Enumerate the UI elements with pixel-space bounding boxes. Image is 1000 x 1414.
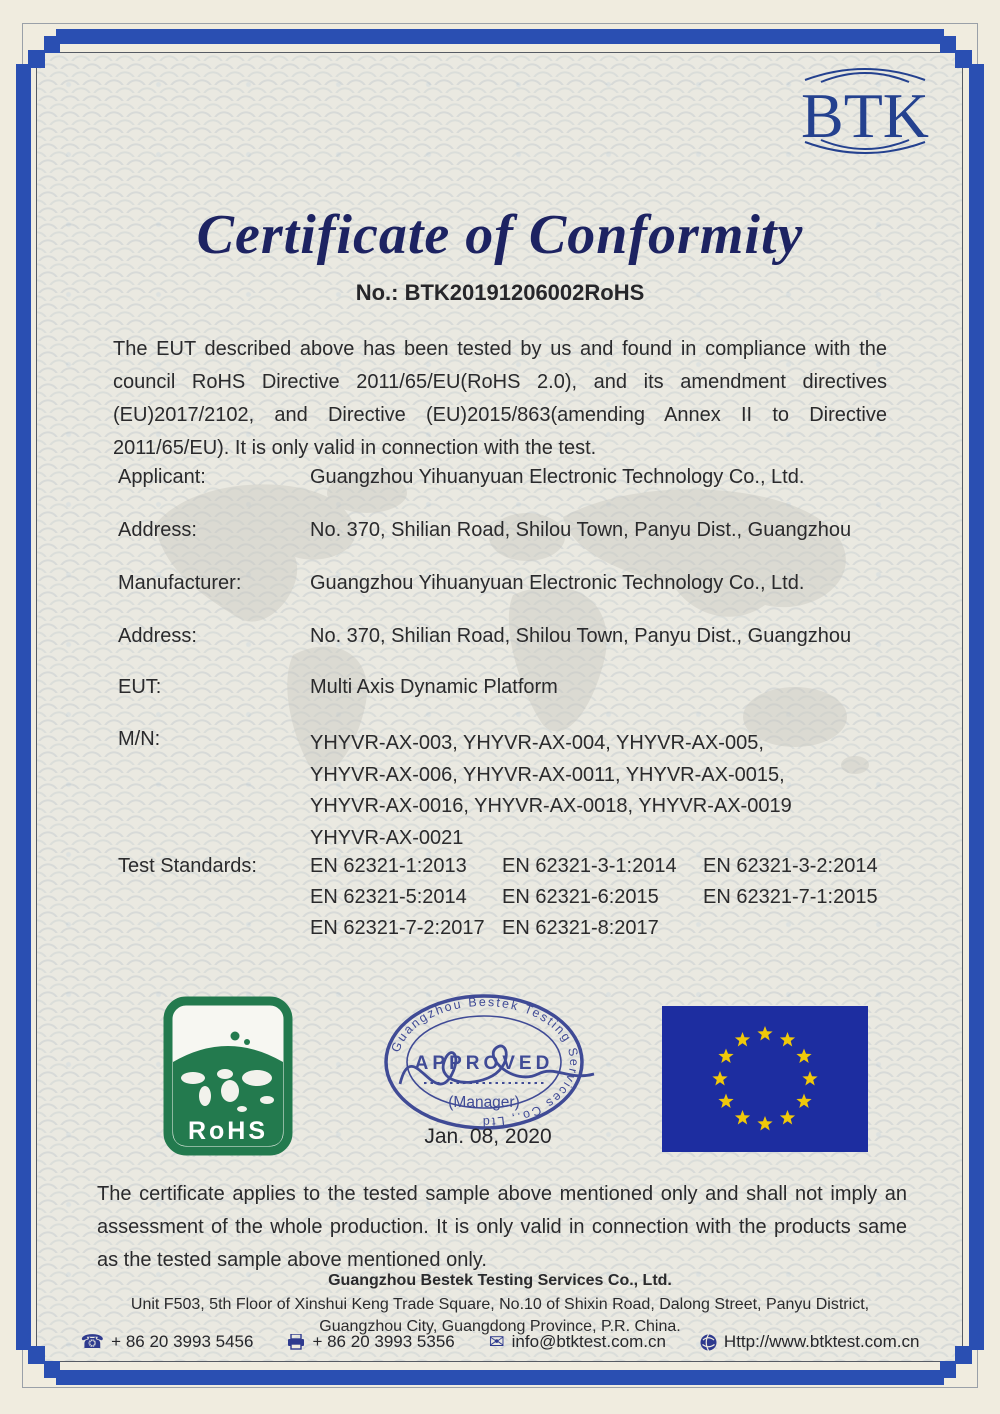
rohs-logo-label: RoHS: [187, 1117, 269, 1145]
test-standard: EN 62321-3-1:2014: [502, 855, 677, 877]
field-value: Multi Axis Dynamic Platform: [310, 676, 558, 698]
stamp-ring-text: Guangzhou Bestek Testing Services Co., Ltd: [388, 994, 582, 1130]
field-value: No. 370, Shilian Road, Shilou Town, Panyu Dist., Guangzhou: [310, 625, 852, 647]
footer-company: Guangzhou Bestek Testing Services Co., Ltd.: [328, 1272, 672, 1289]
field-label: Address:: [118, 625, 197, 647]
stamp-manager-text: (Manager): [448, 1094, 520, 1111]
fax-icon: [287, 1334, 305, 1350]
rohs-dot: [244, 1039, 250, 1045]
test-standards-label: Test Standards:: [118, 855, 257, 877]
contact-item: [81, 1332, 254, 1352]
btk-logo-text: BTK: [801, 80, 929, 151]
test-standard: EN 62321-7-1:2015: [703, 886, 878, 908]
field-label: EUT:: [118, 676, 162, 698]
field-value: Guangzhou Yihuanyuan Electronic Technology Co., Ltd.: [310, 466, 805, 488]
test-standard: EN 62321-3-2:2014: [703, 855, 878, 877]
approval-stamp: [372, 982, 607, 1172]
globe-icon: [700, 1334, 717, 1351]
test-standard: EN 62321-6:2015: [502, 886, 659, 908]
intro-paragraph: The EUT described above has been tested by us and found in compliance with the council RoHS Directive 2011/65/EU(RoHS 2.0), and its amendment directives (EU)2017/2102, and Directive (EU)2015/863(amending Annex II to Directive 2011/65/EU). It is only valid in connection with the test.: [113, 338, 887, 459]
model-numbers-line: YHYVR-AX-006, YHYVR-AX-0011, YHYVR-AX-0015,: [310, 763, 785, 786]
contact-text: Http://www.btktest.com.cn: [723, 1332, 920, 1351]
certificate-number: No.: BTK20191206002RoHS: [355, 280, 645, 305]
model-numbers-line: YHYVR-AX-0016, YHYVR-AX-0018, YHYVR-AX-0019: [310, 795, 792, 817]
field-label: Applicant:: [118, 466, 206, 488]
certificate-title: Certificate of Conformity: [196, 204, 804, 266]
btk-logo: [795, 58, 935, 163]
test-standard: EN 62321-8:2017: [502, 917, 659, 939]
model-numbers-line: YHYVR-AX-003, YHYVR-AX-004, YHYVR-AX-005,: [310, 732, 764, 754]
footer-address-line1: Unit F503, 5th Floor of Xinshui Keng Trade Square, No.10 of Shixin Road, Dalong Street, Panyu District,: [130, 1296, 870, 1313]
model-numbers-list: [310, 728, 792, 854]
contact-item: [287, 1332, 454, 1352]
contact-text: + 86 20 3993 5456: [111, 1332, 254, 1351]
field-value: No. 370, Shilian Road, Shilou Town, Panyu Dist., Guangzhou: [310, 519, 852, 541]
stamp-date: Jan. 08, 2020: [424, 1125, 552, 1148]
test-standard: EN 62321-7-2:2017: [310, 917, 485, 939]
stamp-approved-text: APPROVED: [414, 1053, 554, 1074]
field-label: M/N:: [118, 728, 161, 750]
test-standard: EN 62321-1:2013: [310, 855, 467, 877]
test-standard: EN 62321-5:2014: [310, 886, 467, 908]
footer-address-line2: Guangzhou City, Guangdong Province, P.R. China.: [319, 1318, 681, 1335]
contact-item: [489, 1332, 666, 1352]
field-label: Address:: [118, 519, 197, 541]
field-value: Guangzhou Yihuanyuan Electronic Technology Co., Ltd.: [310, 572, 805, 594]
rohs-dot: [231, 1032, 240, 1041]
rohs-logo: [163, 996, 293, 1156]
mail-icon: ✉: [488, 1331, 505, 1353]
contact-text: info@btktest.com.cn: [511, 1332, 666, 1351]
contact-item: [700, 1332, 920, 1352]
contact-text: + 86 20 3993 5356: [312, 1332, 455, 1351]
field-label: Manufacturer:: [118, 572, 242, 594]
eu-flag: [662, 1006, 868, 1152]
phone-icon: ☎: [80, 1331, 105, 1353]
model-numbers-line: YHYVR-AX-0021: [310, 826, 464, 849]
disclaimer-paragraph: The certificate applies to the tested sample above mentioned only and shall not imply an assessment of the whole production. It is only valid in connection with the products same as the tested sample above mentioned only.: [97, 1183, 907, 1271]
footer-contacts: [0, 1332, 1000, 1352]
